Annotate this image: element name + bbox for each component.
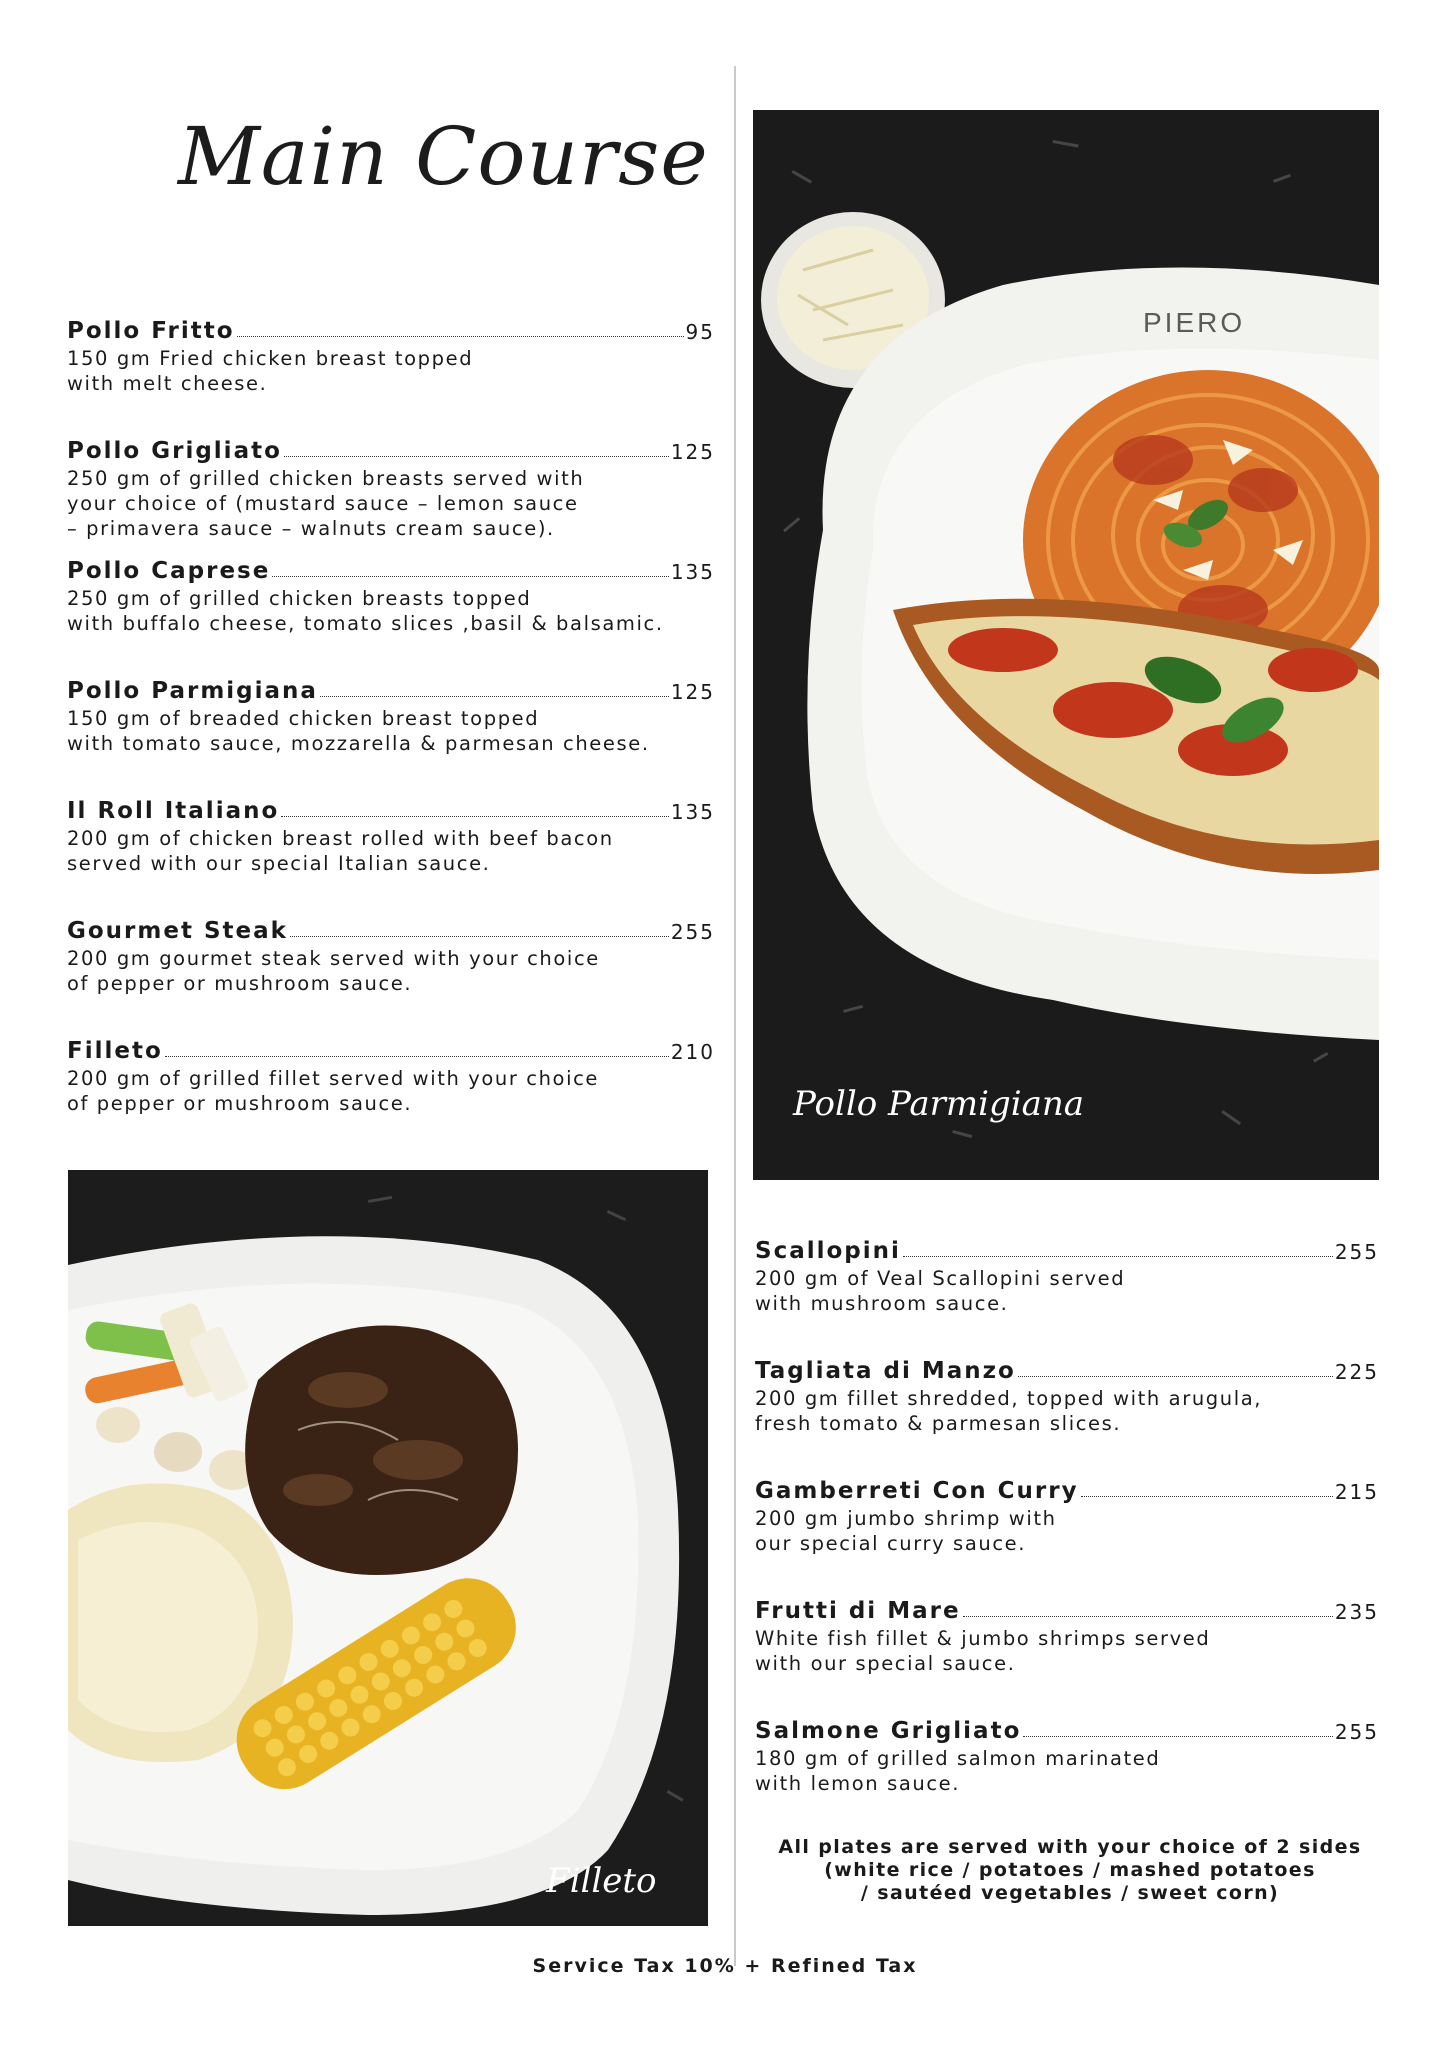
page-title: Main Course — [178, 110, 709, 203]
leader-dots — [963, 1615, 1333, 1617]
food-illustration — [753, 110, 1379, 1180]
leader-dots — [1023, 1735, 1332, 1737]
item-name: Scallopini — [755, 1238, 901, 1264]
menu-item — [67, 558, 715, 636]
item-name: Pollo Grigliato — [67, 438, 282, 464]
leader-dots — [281, 815, 669, 817]
menu-item — [67, 438, 715, 541]
item-description: 200 gm of chicken breast rolled with beef bacon served with our special Italian sauce. — [67, 827, 614, 875]
item-name: Gourmet Steak — [67, 918, 288, 944]
photo-caption: Pollo Parmigiana — [793, 1084, 1085, 1124]
photo-filleto — [68, 1170, 708, 1926]
photo-caption: Filleto — [546, 1861, 657, 1901]
menu-item — [755, 1478, 1379, 1556]
leader-dots — [1018, 1375, 1333, 1377]
leader-dots — [272, 575, 668, 577]
item-description: 150 gm of breaded chicken breast topped with tomato sauce, mozzarella & parmesan cheese. — [67, 707, 650, 755]
item-name: Il Roll Italiano — [67, 798, 280, 824]
menu-item — [755, 1598, 1379, 1676]
menu-item — [67, 918, 715, 996]
column-divider — [734, 66, 736, 1966]
item-price: 255 — [670, 920, 715, 944]
item-description: White fish fillet & jumbo shrimps served with our special sauce. — [755, 1627, 1211, 1675]
item-description: 150 gm Fried chicken breast topped with melt cheese. — [67, 347, 474, 395]
plate-brand: PIERO — [1143, 307, 1246, 338]
menu-item — [755, 1238, 1379, 1316]
item-price: 125 — [670, 680, 715, 704]
item-price: 255 — [1334, 1240, 1379, 1264]
leader-dots — [320, 695, 669, 697]
leader-dots — [237, 335, 684, 337]
item-price: 95 — [685, 320, 715, 344]
menu-item — [755, 1718, 1379, 1796]
item-price: 135 — [670, 800, 715, 824]
item-price: 125 — [670, 440, 715, 464]
sides-note: All plates are served with your choice of 2 sides (white rice / potatoes / mashed potatoes / sautéed vegetables / sweet corn) — [778, 1836, 1362, 1904]
menu-item — [67, 1038, 715, 1116]
menu-item — [755, 1358, 1379, 1436]
leader-dots — [165, 1055, 669, 1057]
item-name: Tagliata di Manzo — [755, 1358, 1016, 1384]
item-name: Pollo Caprese — [67, 558, 271, 584]
item-price: 235 — [1334, 1600, 1379, 1624]
leader-dots — [1081, 1495, 1333, 1497]
item-name: Salmone Grigliato — [755, 1718, 1022, 1744]
item-name: Filleto — [67, 1038, 163, 1064]
item-price: 135 — [670, 560, 715, 584]
item-price: 210 — [670, 1040, 715, 1064]
photo-pollo-parmigiana — [753, 110, 1379, 1180]
menu-item — [67, 318, 715, 396]
leader-dots — [290, 935, 669, 937]
item-description: 200 gm jumbo shrimp with our special curry sauce. — [755, 1507, 1057, 1555]
item-name: Pollo Parmigiana — [67, 678, 318, 704]
item-price: 225 — [1334, 1360, 1379, 1384]
item-price: 255 — [1334, 1720, 1379, 1744]
menu-item — [67, 798, 715, 876]
leader-dots — [284, 455, 669, 457]
item-description: 200 gm of grilled fillet served with your choice of pepper or mushroom sauce. — [67, 1067, 600, 1115]
service-tax-note: Service Tax 10% + Refined Tax — [532, 1955, 918, 1977]
item-description: 180 gm of grilled salmon marinated with lemon sauce. — [755, 1747, 1161, 1795]
item-name: Pollo Fritto — [67, 318, 235, 344]
item-description: 250 gm of grilled chicken breasts topped with buffalo cheese, tomato slices ,basil & balsamic. — [67, 587, 664, 635]
item-description: 250 gm of grilled chicken breasts served with your choice of (mustard sauce – lemon sauce – primavera sauce – walnuts cream sauce). — [67, 467, 585, 540]
menu-item — [67, 678, 715, 756]
item-name: Gamberreti Con Curry — [755, 1478, 1079, 1504]
item-description: 200 gm of Veal Scallopini served with mushroom sauce. — [755, 1267, 1126, 1315]
item-price: 215 — [1334, 1480, 1379, 1504]
leader-dots — [903, 1255, 1333, 1257]
item-name: Frutti di Mare — [755, 1598, 961, 1624]
food-illustration — [68, 1170, 708, 1926]
item-description: 200 gm gourmet steak served with your choice of pepper or mushroom sauce. — [67, 947, 600, 995]
item-description: 200 gm fillet shredded, topped with arugula, fresh tomato & parmesan slices. — [755, 1387, 1263, 1435]
